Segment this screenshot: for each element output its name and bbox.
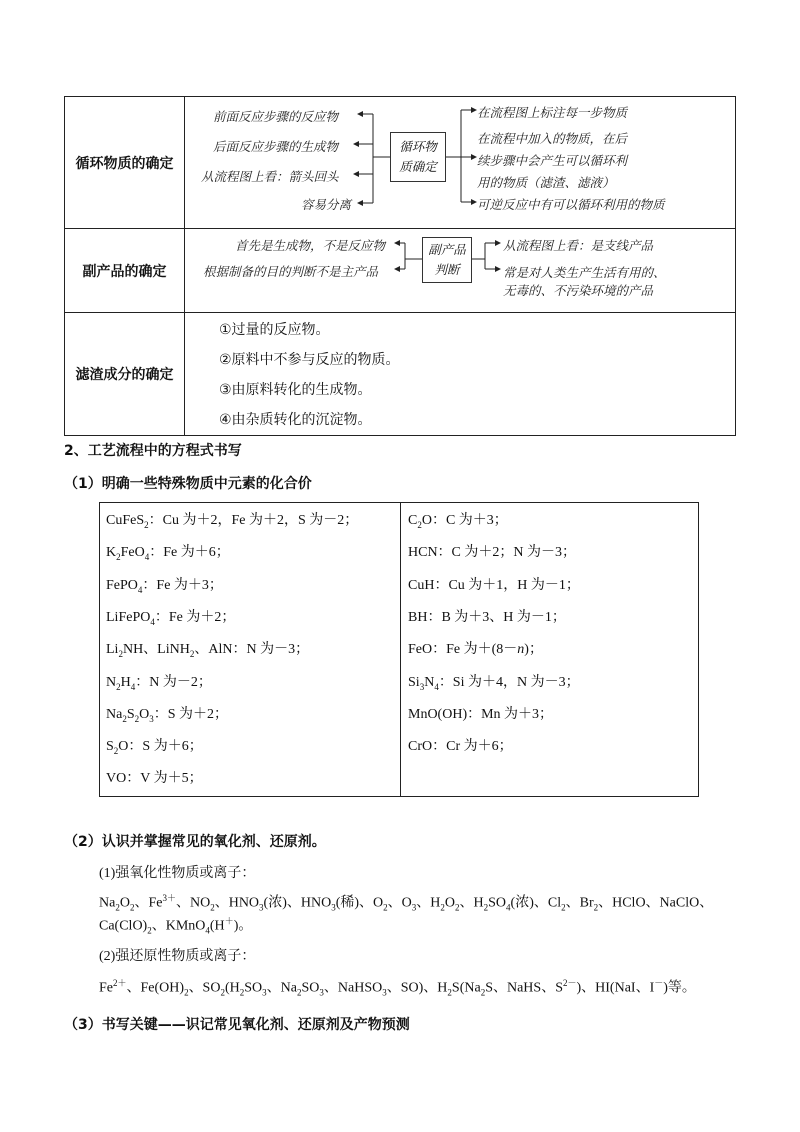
valence-entry: $N_2H_4$：N 为－2； [106,674,212,692]
residue-item: ②原料中不参与反应的物质。 [219,352,400,368]
center-box: 副产品 判断 [422,237,472,283]
valence-entry: CrO：Cr 为＋6； [408,739,513,755]
reducer-title: (2)强还原性物质或离子： [99,949,256,964]
valence-entry: CuH：Cu 为＋1，H 为－1； [408,577,580,593]
flow-item: 根据制备的目的判断不是主产品 [203,264,379,279]
valence-entry: $Si_3N_4$：Si 为＋4，N 为－3； [408,674,580,692]
oxidizer-list-cont: $Ca(ClO)_2$、KMnO$_4$(H＋)。 [99,916,253,936]
oxidizer-title: (1)强氧化性物质或离子： [99,866,256,881]
flow-item: 从流程图上看：箭头回头 [201,169,339,184]
valence-entry: LiFePO$_4$：Fe 为＋2； [106,609,236,627]
row-label: 副产品的确定 [65,229,185,312]
residue-item: ③由原料转化的生成物。 [219,382,372,398]
flow-item: 常是对人类生产生活有用的、 [503,265,666,280]
valence-entry: $C_2O$：C 为＋3； [408,513,508,530]
row-recycle [65,97,735,229]
flow-item: 容易分离 [301,197,352,212]
row-byproduct [65,229,735,313]
subsection-title: （2）认识并掌握常见的氧化剂、还原剂。 [64,834,326,850]
oxidizer-list: $Na_2O_2$、$Fe^{3+}$、$NO_2$、$HNO_3$(浓)、$HNO_3$(稀)、$O_2$、$O_3$、$H_2O_2$、$H_2SO_4$(浓)、$Cl_2$、$Br_2$、HClO、NaClO、 [99,893,714,913]
residue-item: ①过量的反应物。 [219,322,330,338]
valence-entry: VO：V 为＋5； [106,771,203,787]
valence-entry: HCN：C 为＋2；N 为－3； [408,545,577,561]
flow-item: 续步骤中会产生可以循环利 [477,153,628,168]
reducer-list: $Fe^{2+}$、$Fe(OH)_2$、$SO_2(H_2SO_3$、$Na_2SO_3$、NaHSO$_3$、SO)、$H_2S(Na_2S$、NaHS、$S^{2-}$)、HI(NaI、I－)等。 [99,978,696,998]
flow-arrows [65,229,735,313]
flow-item: 前面反应步骤的反应物 [213,109,339,124]
valence-entry: $S_2O$：S 为＋6； [106,739,203,756]
valence-entry: CuFeS$_2$：Cu 为＋2，Fe 为＋2，S 为－2； [106,513,359,530]
subsection-title: （1）明确一些特殊物质中元素的化合价 [64,476,312,492]
flow-item: 可逆反应中有可以循环利用的物质 [477,197,665,212]
valence-entry: $K_2FeO_4$：Fe 为＋6； [106,545,230,563]
flow-item: 在流程中加入的物质，在后 [477,131,628,146]
valence-entry: BH：B 为＋3、H 为－1； [408,609,566,625]
row-residue [65,313,735,435]
valence-entry: $Li_2NH$、LiNH$_2$、AlN：N 为－3； [106,642,310,659]
column-divider [400,503,401,796]
residue-item: ④由杂质转化的沉淀物。 [219,412,372,428]
flow-item: 首先是生成物，不是反应物 [235,238,386,253]
valence-entry: MnO(OH)：Mn 为＋3； [408,706,554,722]
flow-arrows [65,97,735,229]
subsection-title: （3）书写关键——识记常见氧化剂、还原剂及产物预测 [64,1017,410,1033]
row-label: 滤渣成分的确定 [65,313,185,435]
section-title: 2、工艺流程中的方程式书写 [64,443,242,459]
flow-item: 后面反应步骤的生成物 [213,139,339,154]
flow-item: 无毒的、不污染环境的产品 [503,283,654,298]
valence-entry: FeO：Fe 为＋(8－n)； [408,642,543,658]
valence-entry: FePO$_4$：Fe 为＋3； [106,577,223,595]
flow-item: 用的物质（滤渣、滤液） [477,175,615,190]
valence-entry: $Na_2S_2O_3$：S 为＋2； [106,706,229,724]
flow-item: 在流程图上标注每一步物质 [477,105,628,120]
center-box: 循环物 质确定 [390,132,446,182]
flow-item: 从流程图上看：是支线产品 [503,238,654,253]
row-label: 循环物质的确定 [65,97,185,228]
flow-summary-table [64,96,736,436]
valence-table [99,502,699,797]
